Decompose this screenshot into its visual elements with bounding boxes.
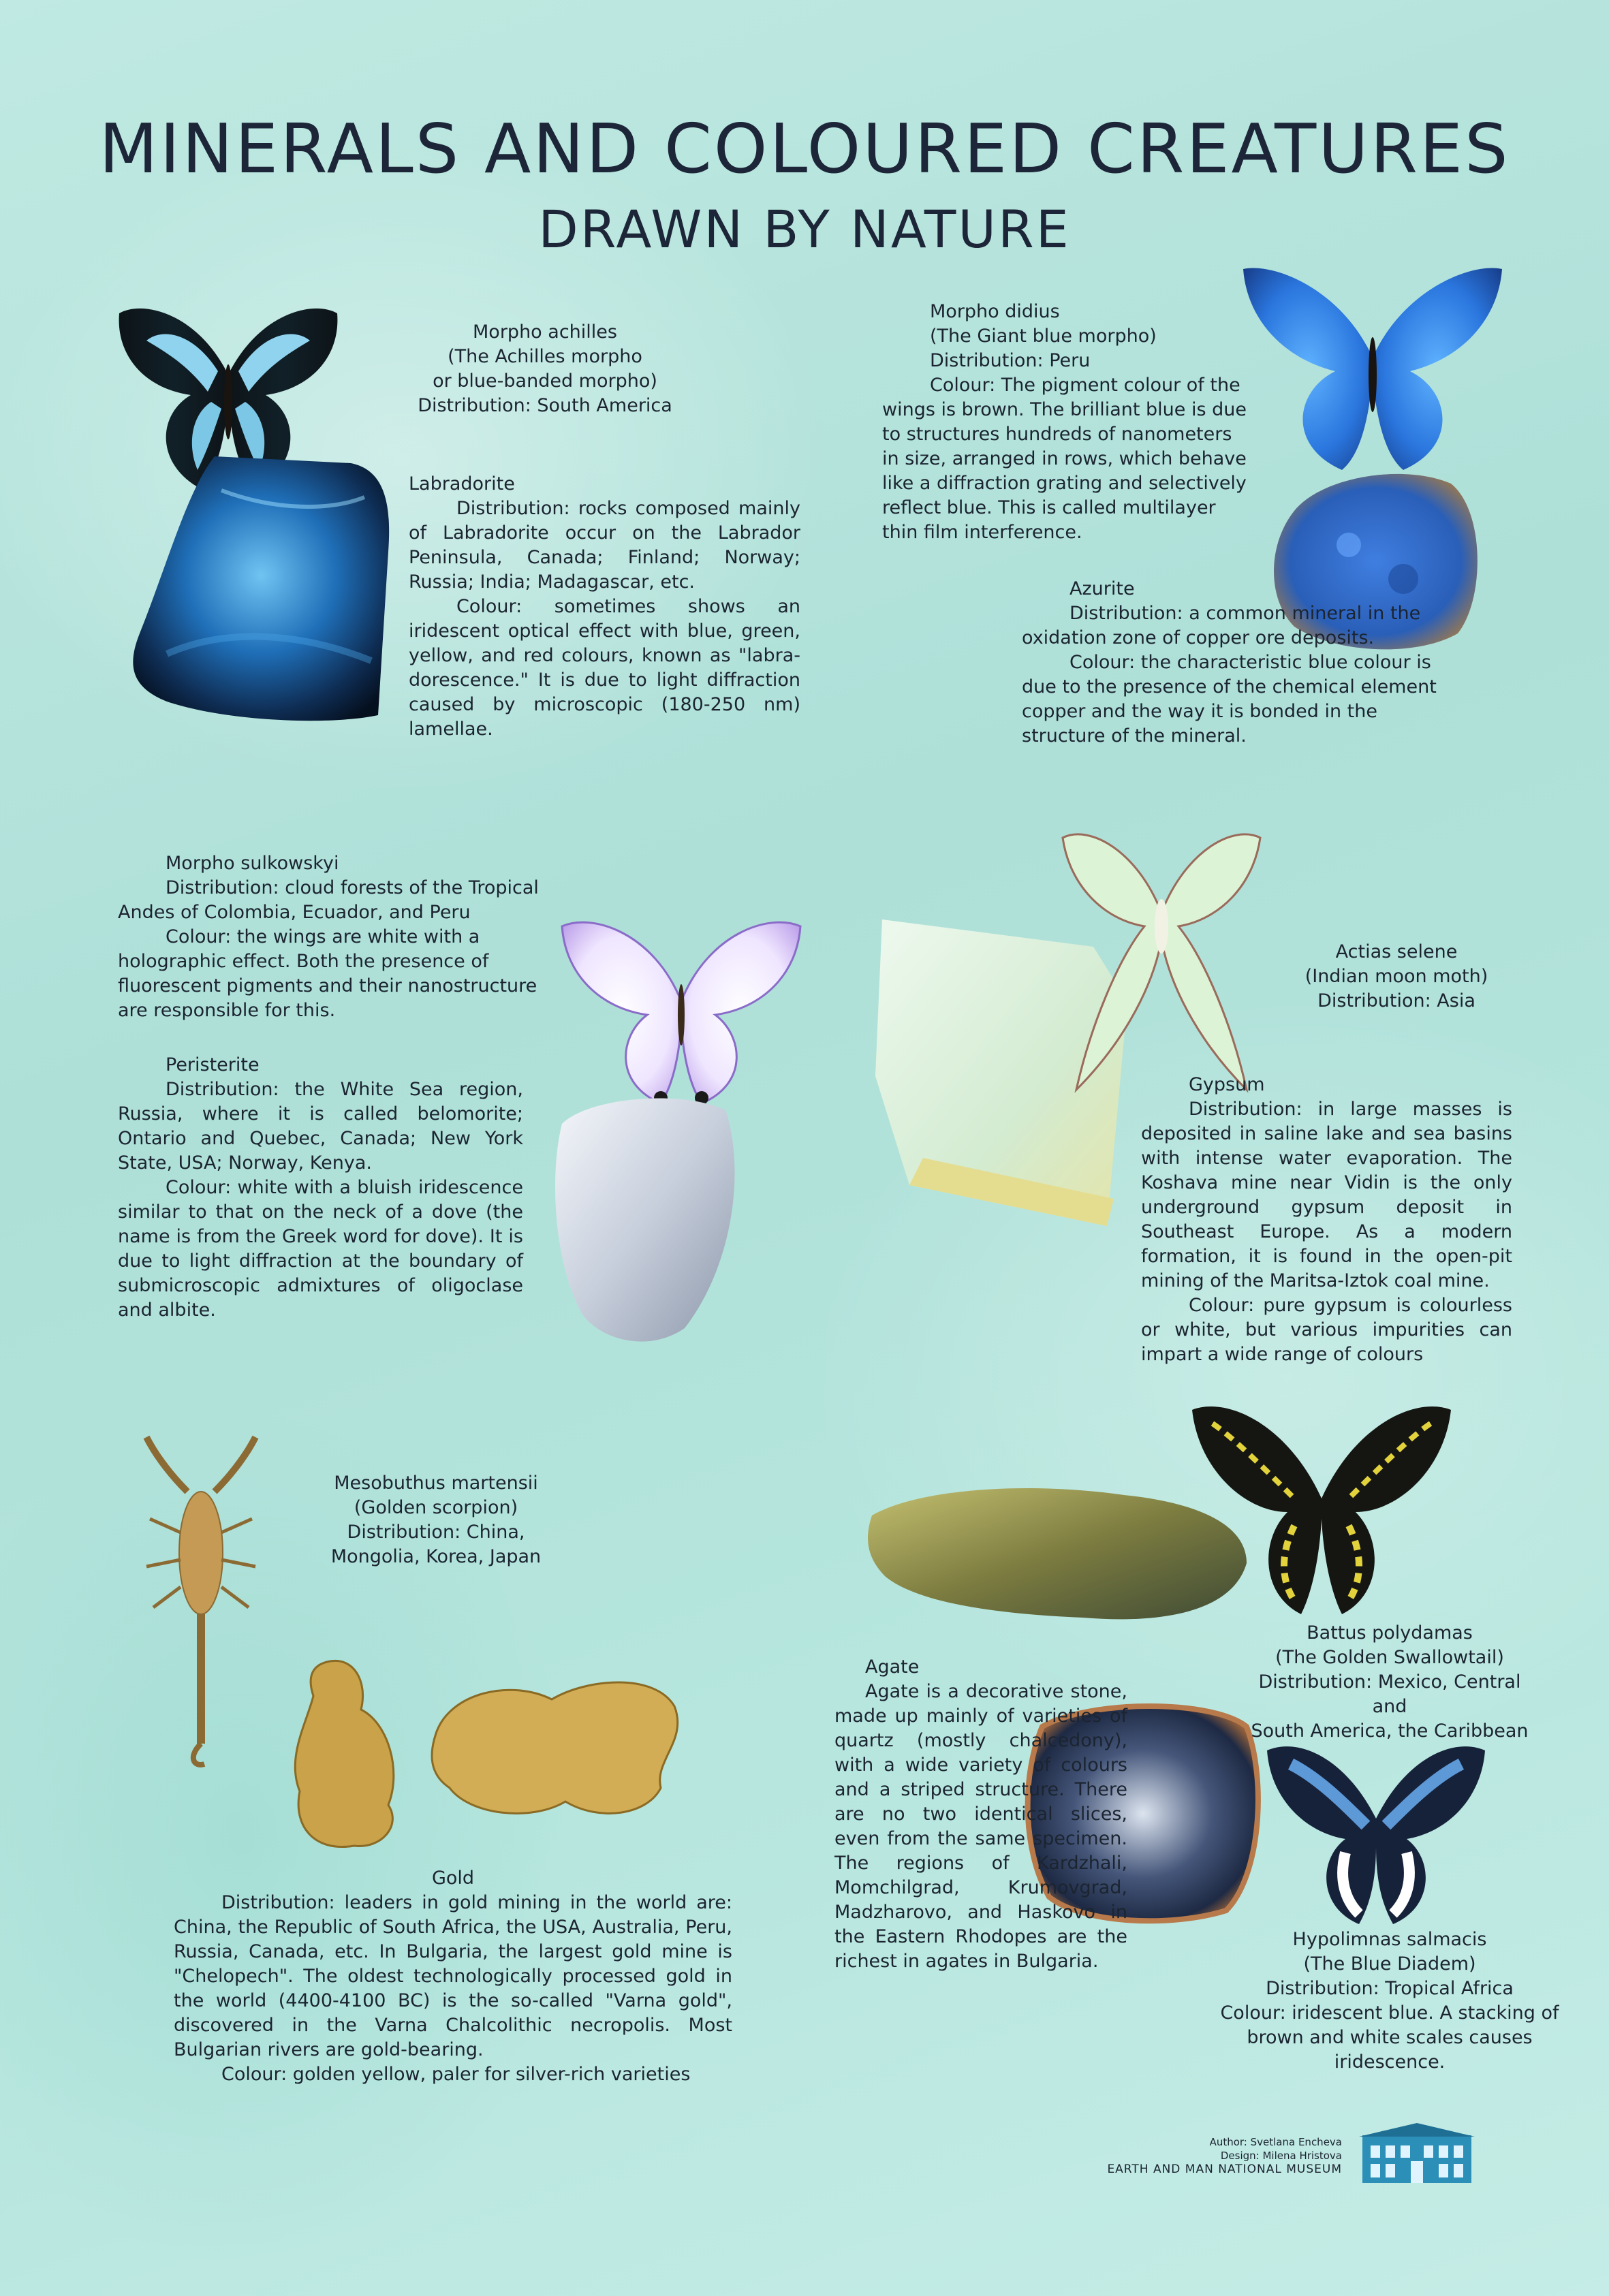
gypsum-caption xyxy=(1141,1073,1512,1367)
mineral-name: Peristerite xyxy=(166,1054,260,1075)
mesobuthus-caption xyxy=(286,1471,586,1569)
actias-selene-image xyxy=(1049,824,1274,1097)
species-name: Actias selene xyxy=(1335,941,1458,962)
distribution: Distribution: South America xyxy=(418,395,672,416)
common-name: (The Giant blue morpho) xyxy=(930,326,1157,347)
mineral-name: Agate xyxy=(865,1656,920,1678)
common-name: (The Blue Diadem) xyxy=(1303,1953,1476,1975)
distribution: Distribution: cloud forests of the Tropical Andes of Colombia, Ecuador, and Peru xyxy=(118,877,539,923)
colour: Colour: iridescent blue. A stacking of brown and white scales causes iridescence. xyxy=(1220,2002,1559,2073)
gold-nugget-image-2 xyxy=(429,1672,688,1822)
colour: Colour: pure gypsum is colourless or white, but various impurities can impart a wide range of colours xyxy=(1141,1295,1512,1365)
colour: Colour: sometimes shows an iridescent optical effect with blue, green, yellow, and red colours, known as "labra-dorescence." It is due to light diffraction caused by microscopic (180-250 nm) lamellae. xyxy=(409,596,800,740)
gold-nugget-image-1 xyxy=(286,1655,409,1853)
common-name: (Indian moon moth) xyxy=(1305,966,1488,987)
museum-logo xyxy=(1356,2122,1478,2186)
battus-polydamas-image xyxy=(1185,1396,1458,1621)
labradorite-image xyxy=(126,450,399,729)
morpho-sulkowskyi-caption xyxy=(118,851,554,1023)
mineral-name: Gypsum xyxy=(1189,1074,1265,1095)
common-name: (The Golden Swallowtail) xyxy=(1275,1647,1504,1668)
distribution: Distribution: Tropical Africa xyxy=(1266,1978,1514,1999)
colour: Colour: white with a bluish iridescence similar to that on the neck of a dove (the name is from the Greek word for dove). It is due to light diffraction at the boundary of submicroscopic admixtures of oligoclase and albite. xyxy=(118,1177,523,1321)
distribution: Distribution: Mexico, Central and xyxy=(1258,1671,1521,1717)
morpho-didius-image xyxy=(1240,262,1505,473)
credits xyxy=(995,2135,1342,2176)
species-name: Battus polydamas xyxy=(1307,1622,1473,1644)
author-credit: Author: Svetlana Encheva xyxy=(1209,2136,1342,2148)
species-name: Morpho sulkowskyi xyxy=(166,853,339,874)
distribution-cont: South America, the Caribbean xyxy=(1251,1720,1529,1742)
species-name: Morpho didius xyxy=(930,301,1060,322)
distribution: Distribution: Asia xyxy=(1317,990,1475,1011)
colour: Colour: the wings are white with a holographic effect. Both the presence of fluorescent pigments and their nanostructure are responsible for this. xyxy=(118,926,537,1021)
distribution: Distribution: Peru xyxy=(930,350,1091,371)
distribution: Distribution: the White Sea region, Russia, where it is called belomorite; Ontario and Quebec, Canada; New York State, USA; Norway, Kenya. xyxy=(118,1079,523,1174)
common-name-cont: or blue-banded morpho) xyxy=(433,371,657,392)
colour: Colour: golden yellow, paler for silver-rich varieties xyxy=(221,2064,691,2085)
peristerite-image xyxy=(548,1090,746,1349)
distribution: Distribution: China, xyxy=(347,1522,525,1543)
species-name: Morpho achilles xyxy=(473,321,617,343)
labradorite-caption xyxy=(409,472,800,742)
mineral-name: Labradorite xyxy=(409,473,515,494)
agate-text: Agate is a decorative stone, made up mainly of varieties of quartz (mostly chalcedony), with a wide variety of colours and a striped structure. There are no two identical slices, even from the same specimen. The regions of Kardzhali, Momchilgrad, Krumovgrad, Madzharovo, and Haskovo in the Eastern Rhodopes are the richest in agates in Bulgaria. xyxy=(834,1681,1127,1972)
common-name: (Golden scorpion) xyxy=(354,1497,518,1518)
agate-caption xyxy=(834,1655,1127,1974)
distribution: Distribution: leaders in gold mining in the world are: China, the Republic of South Africa, the USA, Australia, Peru, Russia, Canada, etc. In Bulgaria, the largest gold mine is "Chelopech". The oldest technologically processed gold in the world (4400-4100 BC) is the so-called "Varna gold", discovered in the Varna Chalcolithic necropolis. Most Bulgarian rivers are gold-bearing. xyxy=(174,1892,732,2060)
common-name: (The Achilles morpho xyxy=(448,346,642,367)
distribution: Distribution: rocks composed mainly of Labradorite occur on the Labrador Peninsula, Canada; Finland; Norway; Russia; India; Madagascar, etc. xyxy=(409,498,800,593)
poster-subtitle: DRAWN BY NATURE xyxy=(538,199,1071,260)
azurite-caption xyxy=(1022,577,1465,749)
hypolimnas-caption xyxy=(1213,1928,1567,2075)
mineral-name: Gold xyxy=(431,1868,475,1889)
gold-caption xyxy=(174,1866,732,2087)
actias-selene-caption xyxy=(1260,940,1533,1013)
morpho-didius-caption xyxy=(882,300,1250,545)
species-name: Hypolimnas salmacis xyxy=(1292,1929,1487,1950)
morpho-sulkowskyi-image xyxy=(559,913,804,1110)
morpho-achilles-caption xyxy=(381,320,708,418)
poster-title: MINERALS AND COLOURED CREATURES xyxy=(99,109,1510,189)
species-name: Mesobuthus martensii xyxy=(334,1473,538,1494)
golden-scorpion-image xyxy=(140,1430,262,1771)
colour: Colour: the characteristic blue colour is due to the presence of the chemical element copper and the way it is bonded in the structure of the mineral. xyxy=(1022,652,1437,746)
hypolimnas-salmacis-image xyxy=(1264,1737,1488,1928)
distribution: Distribution: a common mineral in the oxidation zone of copper ore deposits. xyxy=(1022,603,1421,648)
peristerite-caption xyxy=(118,1053,523,1323)
distribution: Distribution: in large masses is deposited in saline lake and sea basins with intense water evaporation. The Koshava mine near Vidin is the only underground gypsum deposit in Southeast Europe. As a modern formation, it is found in the open-pit mining of the Maritsa-Iztok coal mine. xyxy=(1141,1099,1512,1291)
museum-name: EARTH AND MAN NATIONAL MUSEUM xyxy=(1107,2163,1342,2176)
battus-caption xyxy=(1240,1621,1540,1744)
colour: Colour: The pigment colour of the wings is brown. The brilliant blue is due to structures hundreds of nanometers in size, arranged in rows, which behave like a diffraction grating and selectively reflect blue. This is called multilayer thin film interference. xyxy=(882,375,1247,543)
distribution-cont: Mongolia, Korea, Japan xyxy=(330,1546,542,1567)
design-credit: Design: Milena Hristova xyxy=(1220,2150,1342,2162)
mineral-name: Azurite xyxy=(1069,578,1135,599)
